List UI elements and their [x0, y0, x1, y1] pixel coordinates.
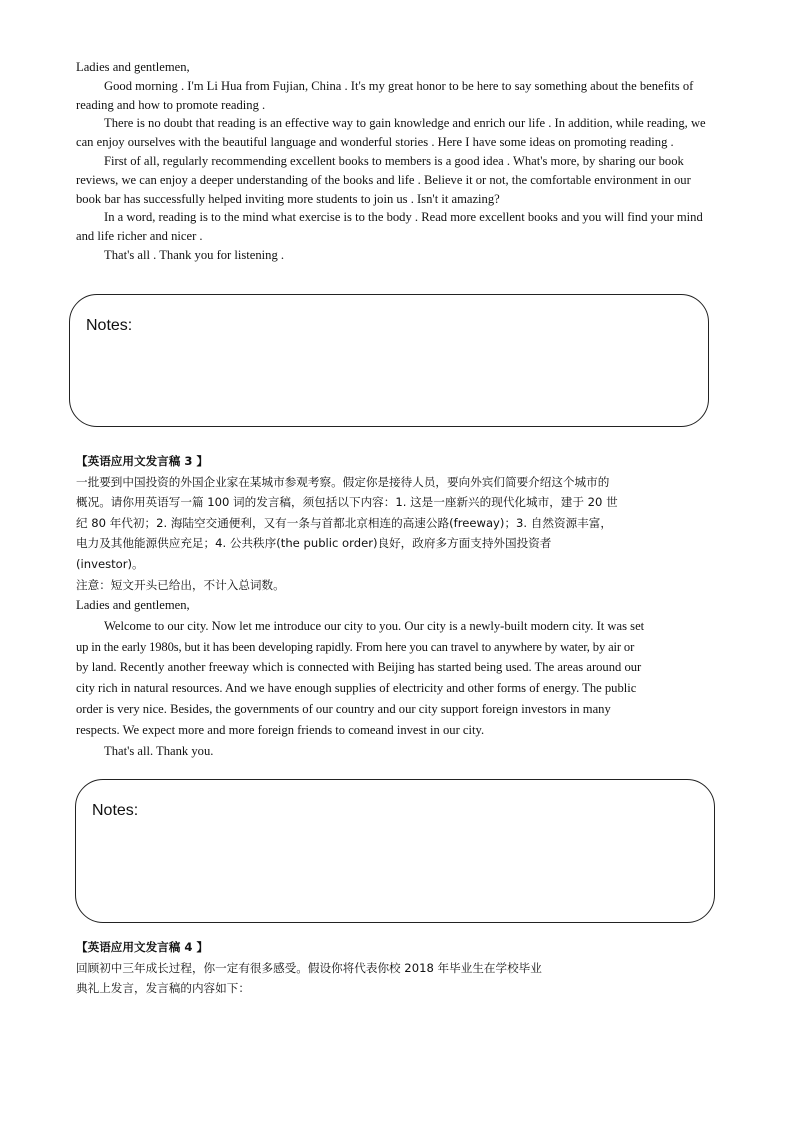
body-line: city rich in natural resources. And we have enough supplies of electricity and other forms of energy. The public [76, 681, 637, 696]
paragraph: First of all, regularly recommending excellent books to members is a good idea . What's more, by sharing our book reviews, we can enjoy a deeper understanding of the books and life . Believe it or not, the comfortable environment in our book bar has successfully helped inviting more students to join us . Isn't it amazing? [76, 153, 691, 206]
body-line: Welcome to our city. Now let me introduce our city to you. Our city is a newly-built modern city. It was set [104, 618, 645, 633]
notes-label: Notes: [86, 317, 133, 334]
notes-box[interactable] [75, 779, 715, 923]
paragraph: Good morning . I'm Li Hua from Fujian, China . It's my great honor to be here to say something about the benefits of reading and how to promote reading . [76, 78, 694, 112]
salutation: Ladies and gentlemen, [76, 60, 190, 74]
body-line: up in the early 1980s, but it has been developing rapidly. From here you can travel to anywhere by water, by air or [76, 639, 635, 654]
speech-2 [76, 58, 716, 265]
notes-label: Notes: [92, 802, 139, 819]
section-heading: 【英语应用文发言稿 3 】 [76, 454, 209, 468]
paragraph: There is no doubt that reading is an effective way to gain knowledge and enrich our life . In addition, while reading, we can enjoy ourselves with the beautiful language and wonderful stories . Here I have some ideas on promoting reading . [76, 116, 706, 150]
prompt-line: 典礼上发言，发言稿的内容如下： [76, 981, 250, 996]
prompt-line: 一批要到中国投资的外国企业家在某城市参观考察。假定你是接待人员，要向外宾们简要介绍这个城市的 [76, 474, 610, 489]
body-line: respects. We expect more and more foreign friends to comeand invest in our city. [76, 722, 485, 737]
section-heading: 【英语应用文发言稿 4 】 [76, 940, 209, 954]
prompt-line: (investor)。 [76, 556, 144, 571]
prompt-line: 回顾初中三年成长过程，你一定有很多感受。假设你将代表你校 2018 年毕业生在学校毕业 [76, 960, 542, 975]
paragraph: In a word, reading is to the mind what exercise is to the body . Read more excellent books and you will find your mind and life richer and nicer . [76, 210, 703, 244]
prompt-note: 注意：短文开头已给出，不计入总词数。 [76, 577, 285, 592]
speech-3 [76, 595, 726, 761]
body-line: by land. Recently another freeway which is connected with Beijing has started being used. The areas around our [76, 660, 642, 675]
prompt-line: 电力及其他能源供应充足；4. 公共秩序(the public order)良好，政府多方面支持外国投资者 [76, 536, 552, 551]
notes-box[interactable] [69, 294, 709, 427]
closing: That's all. Thank you. [104, 743, 214, 758]
prompt-line: 纪 80 年代初；2. 海陆空交通便利，又有一条与首都北京相连的高速公路(freeway)；3. 自然资源丰富， [76, 515, 612, 530]
section-3-prompt [76, 451, 716, 595]
prompt-line: 概况。请你用英语写一篇 100 词的发言稿，须包括以下内容：1. 这是一座新兴的现代化城市，建于 20 世 [76, 495, 618, 510]
paragraph: That's all . Thank you for listening . [104, 247, 285, 262]
body-line: order is very nice. Besides, the governments of our country and our city support foreign investors in many [76, 701, 611, 716]
salutation: Ladies and gentlemen, [76, 598, 190, 612]
section-4-prompt [76, 937, 716, 999]
